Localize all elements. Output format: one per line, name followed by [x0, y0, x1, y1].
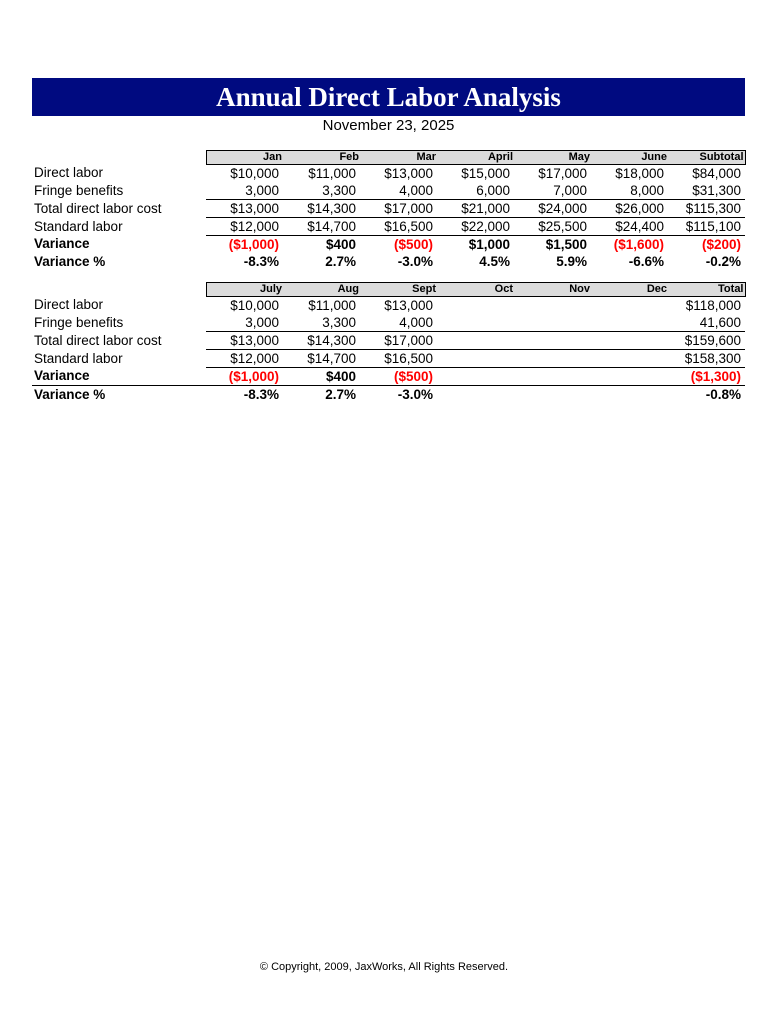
- cell: [514, 368, 591, 386]
- cell: [437, 297, 514, 315]
- cell: -8.3%: [243, 253, 279, 269]
- cell: $14,300: [283, 332, 360, 350]
- row-label: Variance: [32, 368, 206, 386]
- labor-table-second-half: [32, 282, 746, 403]
- table-row-variance-percent: [32, 386, 745, 404]
- cell: $26,000: [591, 200, 668, 218]
- cell: [591, 332, 668, 350]
- cell: 4,000: [399, 182, 433, 198]
- cell: $17,000: [360, 200, 437, 218]
- cell: $16,500: [360, 350, 437, 368]
- row-label: Total direct labor cost: [34, 200, 162, 216]
- cell: $13,000: [384, 297, 433, 313]
- cell: $159,600: [668, 332, 745, 350]
- table-row-direct-labor: [32, 297, 745, 315]
- column-header: Aug: [283, 283, 360, 297]
- cell: [437, 368, 514, 386]
- cell: 41,600: [699, 314, 741, 330]
- table-row-standard-labor: [32, 350, 745, 368]
- column-header: Mar: [360, 151, 437, 165]
- cell: [591, 386, 668, 404]
- cell: 6,000: [476, 182, 510, 198]
- cell: [514, 297, 591, 315]
- cell: [514, 386, 591, 404]
- column-header: Total: [668, 283, 745, 297]
- cell: $1,500: [545, 236, 587, 252]
- cell: $11,000: [308, 297, 356, 313]
- table-header-row: [32, 151, 745, 165]
- cell: $17,000: [360, 332, 437, 350]
- cell: $115,100: [668, 218, 745, 236]
- cell: ($1,600): [613, 236, 664, 252]
- cell: $10,000: [230, 297, 279, 313]
- cell: 2.7%: [325, 386, 356, 402]
- column-header: Dec: [591, 283, 668, 297]
- copyright-footer: © Copyright, 2009, JaxWorks, All Rights Reserved.: [259, 961, 509, 973]
- cell: ($1,000): [206, 368, 283, 386]
- column-header: July: [206, 283, 283, 297]
- cell: -6.6%: [628, 253, 664, 269]
- cell: [514, 314, 591, 332]
- cell: $15,000: [461, 165, 510, 181]
- cell: $13,000: [384, 165, 433, 181]
- table-row-total-cost: [32, 332, 745, 350]
- cell: $14,700: [283, 218, 360, 236]
- cell: -0.8%: [705, 386, 741, 402]
- cell: ($200): [701, 236, 741, 252]
- cell: $158,300: [668, 350, 745, 368]
- table-row-fringe-benefits: [32, 314, 745, 332]
- column-header: Subtotal: [668, 151, 745, 165]
- cell: [437, 386, 514, 404]
- cell: 3,300: [322, 182, 356, 198]
- cell: $11,000: [308, 165, 356, 181]
- cell: $1,000: [468, 236, 510, 252]
- column-header: Oct: [437, 283, 514, 297]
- cell: 7,000: [553, 182, 587, 198]
- row-label: Direct labor: [34, 165, 104, 181]
- cell: [514, 350, 591, 368]
- row-label: Variance %: [34, 386, 106, 402]
- cell: $21,000: [437, 200, 514, 218]
- table-row-fringe-benefits: [32, 182, 745, 200]
- cell: $12,000: [206, 350, 283, 368]
- row-label: Fringe benefits: [34, 314, 124, 330]
- cell: 3,300: [322, 314, 356, 330]
- cell: $13,000: [206, 200, 283, 218]
- cell: 4,000: [399, 314, 433, 330]
- header-blank: [32, 151, 206, 165]
- column-header: Nov: [514, 283, 591, 297]
- row-label: Fringe benefits: [34, 182, 124, 198]
- cell: $14,300: [283, 200, 360, 218]
- cell: ($1,000): [228, 236, 279, 252]
- column-header: May: [514, 151, 591, 165]
- cell: $16,500: [360, 218, 437, 236]
- cell: $400: [325, 236, 356, 252]
- cell: [591, 314, 668, 332]
- cell: $18,000: [615, 165, 664, 181]
- cell: $10,000: [230, 165, 279, 181]
- cell: 5.9%: [556, 253, 587, 269]
- cell: [437, 314, 514, 332]
- column-header: April: [437, 151, 514, 165]
- cell: -8.3%: [243, 386, 279, 402]
- cell: 4.5%: [479, 253, 510, 269]
- cell: 8,000: [630, 182, 664, 198]
- labor-table-first-half: [32, 150, 746, 270]
- row-label: Direct labor: [34, 297, 104, 313]
- report-date: November 23, 2025: [322, 117, 455, 134]
- cell: $118,000: [685, 297, 741, 313]
- cell: $25,500: [514, 218, 591, 236]
- cell: $115,300: [668, 200, 745, 218]
- cell: $24,400: [591, 218, 668, 236]
- cell: ($1,300): [668, 368, 745, 386]
- cell: [437, 332, 514, 350]
- cell: $24,000: [514, 200, 591, 218]
- table-row-variance-percent: [32, 253, 745, 270]
- row-label: Variance: [34, 236, 90, 252]
- cell: [437, 350, 514, 368]
- cell: [591, 350, 668, 368]
- column-header: Feb: [283, 151, 360, 165]
- cell: [514, 332, 591, 350]
- cell: -0.2%: [705, 253, 741, 269]
- cell: 3,000: [245, 182, 279, 198]
- cell: $400: [283, 368, 360, 386]
- cell: [591, 368, 668, 386]
- cell: $14,700: [283, 350, 360, 368]
- row-label: Variance %: [34, 253, 106, 269]
- column-header: June: [591, 151, 668, 165]
- cell: ($500): [393, 236, 433, 252]
- cell: $17,000: [538, 165, 587, 181]
- row-label: Total direct labor cost: [34, 332, 162, 348]
- cell: 2.7%: [325, 253, 356, 269]
- cell: $13,000: [206, 332, 283, 350]
- row-label: Standard labor: [34, 218, 123, 234]
- cell: ($500): [360, 368, 437, 386]
- cell: $84,000: [692, 165, 741, 181]
- table-row-direct-labor: [32, 165, 745, 183]
- table-row-standard-labor: [32, 218, 745, 236]
- column-header: Sept: [360, 283, 437, 297]
- cell: -3.0%: [397, 253, 433, 269]
- table-row-total-cost: [32, 200, 745, 218]
- cell: $31,300: [692, 182, 741, 198]
- row-label: Standard labor: [34, 350, 123, 366]
- cell: $12,000: [206, 218, 283, 236]
- column-header: Jan: [206, 151, 283, 165]
- report-title: Annual Direct Labor Analysis: [32, 78, 745, 116]
- cell: 3,000: [245, 314, 279, 330]
- header-blank: [32, 283, 206, 297]
- table-row-variance: [32, 236, 745, 254]
- cell: $22,000: [437, 218, 514, 236]
- table-row-variance: [32, 368, 745, 386]
- cell: -3.0%: [397, 386, 433, 402]
- cell: [591, 297, 668, 315]
- table-header-row: [32, 283, 745, 297]
